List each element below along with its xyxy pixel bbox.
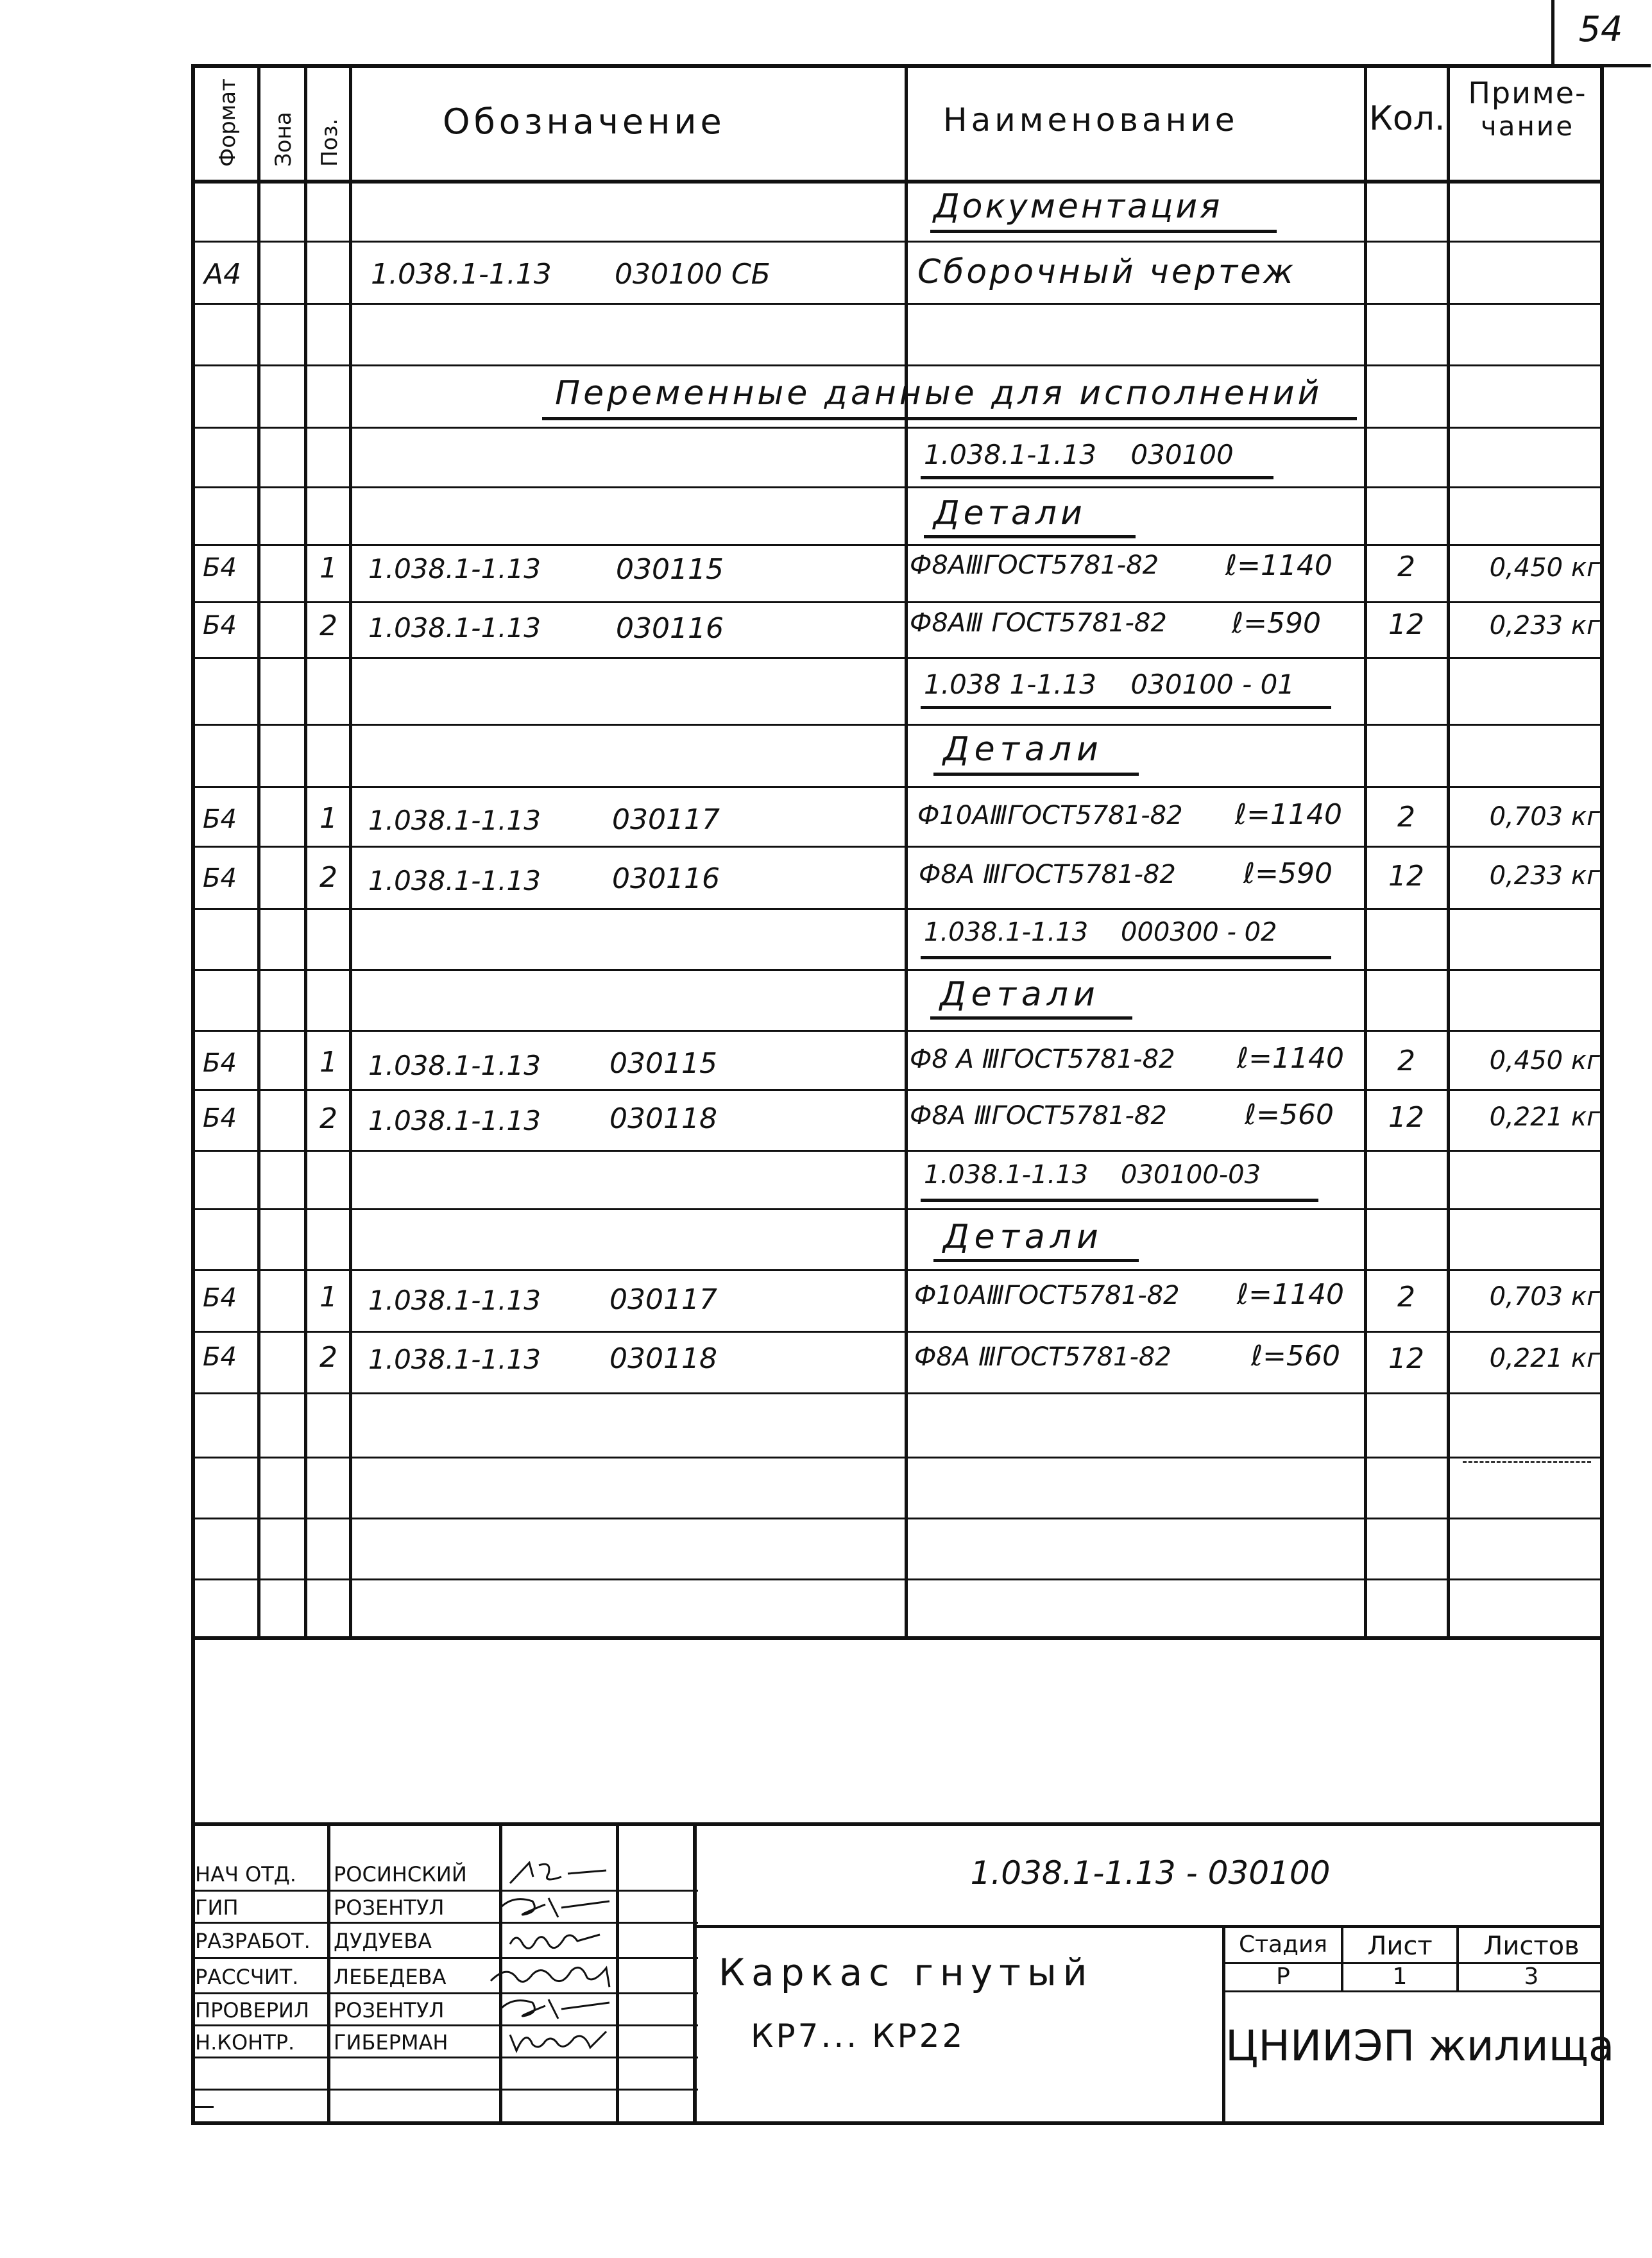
- sheets-value: 3: [1524, 1963, 1539, 1990]
- organization: ЦНИИЭП жилища: [1225, 2021, 1615, 2071]
- sheets-label: Листов: [1483, 1931, 1580, 1961]
- corner-mark: [191, 2106, 214, 2108]
- staff-name: ГИБЕРМАН: [334, 2030, 448, 2055]
- section-variables-underline: [542, 417, 1357, 420]
- signature: [504, 1925, 613, 1957]
- staff-role: ГИП: [195, 1895, 239, 1920]
- signature: [504, 2025, 613, 2057]
- column-header-name: Наименование: [943, 101, 1239, 139]
- section-variables: Переменные данные для исполнений: [555, 374, 1323, 413]
- document-code: 1.038.1-1.13 - 030100: [970, 1854, 1331, 1892]
- group-details-label: Детали: [940, 975, 1100, 1014]
- signature: [488, 1958, 616, 1992]
- drawing-frame: [191, 64, 1615, 2125]
- page-number: 54: [1578, 9, 1623, 49]
- column-header-note: Приме- чание: [1468, 76, 1587, 142]
- column-header-qty: Кол.: [1369, 99, 1445, 138]
- section-documentation-underline: [930, 230, 1277, 233]
- group-heading: 1.038.1-1.13 030100: [924, 439, 1234, 470]
- staff-role: РАЗРАБОТ.: [195, 1929, 311, 1953]
- signature: [488, 1993, 616, 2025]
- signature: [504, 1858, 613, 1890]
- staff-name: РОСИНСКИЙ: [334, 1862, 467, 1886]
- staff-name: ДУДУЕВА: [334, 1929, 432, 1953]
- column-header-zone: Зона: [271, 112, 296, 167]
- group-heading: 1.038.1-1.13 030100-03: [924, 1160, 1261, 1190]
- group-details-label: Детали: [943, 730, 1103, 769]
- group-heading: 1.038.1-1.13 000300 - 02: [924, 918, 1277, 947]
- doc-designation: 1.038.1-1.13: [371, 258, 552, 291]
- doc-code: 030100 СБ: [615, 258, 771, 291]
- staff-name: РОЗЕНТУЛ: [334, 1895, 445, 1920]
- staff-role: РАССЧИТ.: [195, 1965, 299, 1989]
- staff-name: ЛЕБЕДЕВА: [334, 1965, 447, 1989]
- column-header-designation: Обозначение: [443, 101, 726, 142]
- column-header-format: Формат: [215, 78, 241, 167]
- drawing-title: Каркас гнутый КР7... КР22: [719, 1951, 1094, 2055]
- staff-name: РОЗЕНТУЛ: [334, 1998, 445, 2023]
- group-heading: 1.038 1-1.13 030100 - 01: [924, 669, 1295, 700]
- group-details-label: Детали: [933, 494, 1086, 533]
- staff-role: НАЧ ОТД.: [195, 1862, 296, 1886]
- column-header-pos: Поз.: [317, 118, 343, 167]
- sheet-value: 1: [1392, 1963, 1408, 1990]
- staff-role: Н.КОНТР.: [195, 2030, 295, 2055]
- doc-name: Сборочный чертеж: [917, 253, 1296, 291]
- sheet-label: Лист: [1367, 1931, 1433, 1961]
- stage-label: Стадия: [1238, 1931, 1328, 1958]
- doc-format: А4: [204, 258, 242, 291]
- stage-value: Р: [1276, 1963, 1290, 1990]
- group-details-label: Детали: [943, 1218, 1103, 1256]
- signature: [488, 1892, 616, 1922]
- staff-role: ПРОВЕРИЛ: [195, 1998, 310, 2023]
- section-documentation: Документация: [933, 187, 1223, 226]
